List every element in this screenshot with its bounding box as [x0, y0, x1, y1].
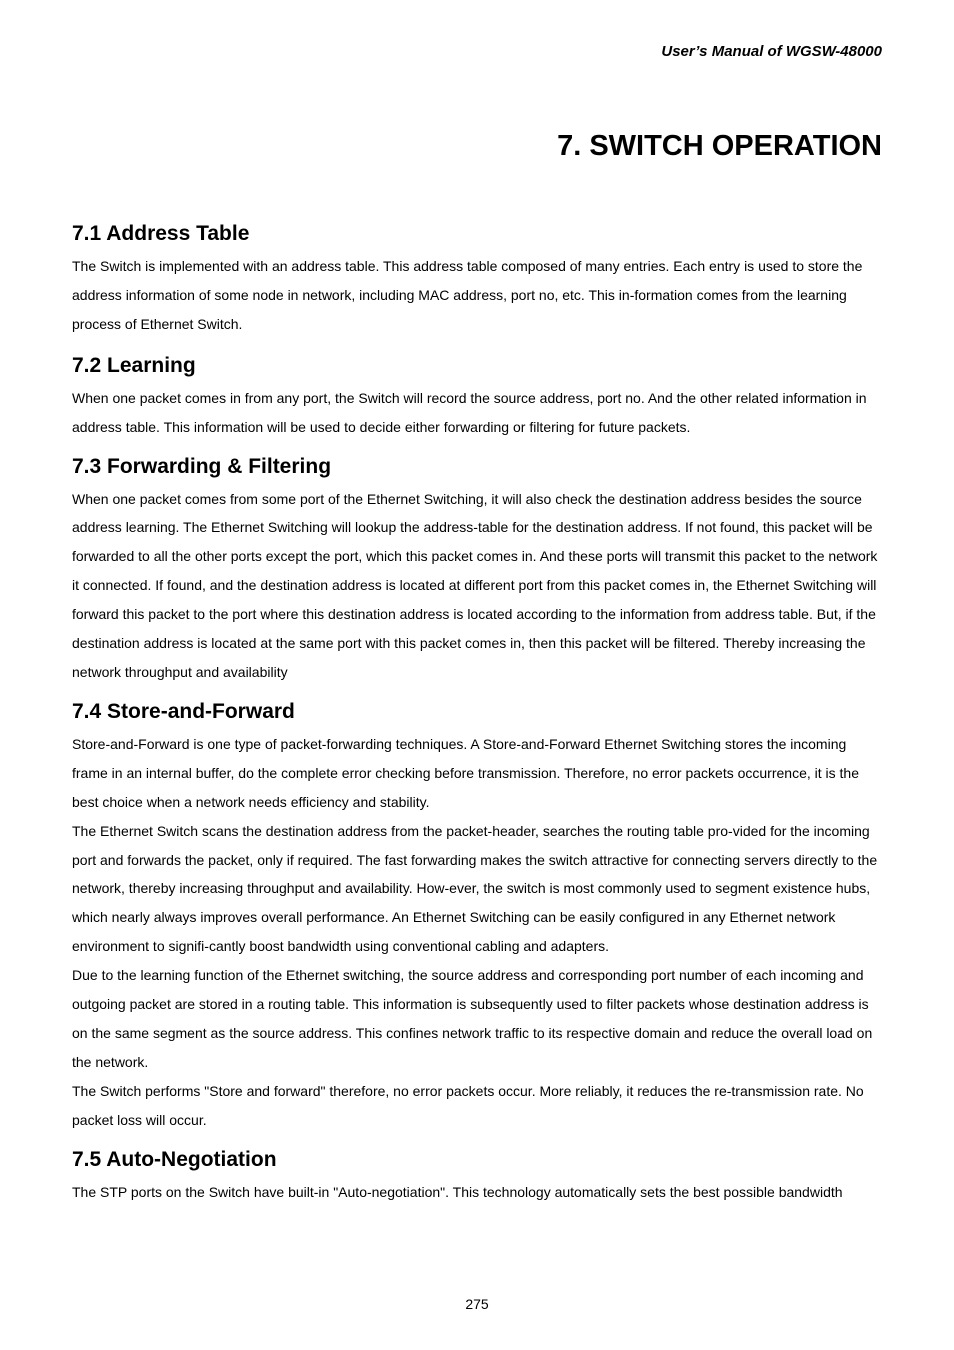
paragraph: When one packet comes in from any port, the Switch will record the source address, port no. And the other related information in address table. This information will be used to decide either forwarding or filtering for future packets.	[72, 389, 867, 435]
section-heading-store-and-forward: 7.4 Store-and-Forward	[72, 699, 295, 723]
page-number: 275	[465, 1296, 489, 1312]
section-learning	[72, 348, 884, 442]
paragraph: The Ethernet Switch scans the destination address from the packet-header, searches the routing table pro-vided for the incoming port and forwards the packet, only if required. The fast forwarding makes the switch attractive for connecting servers directly to the network, thereby increasing throughput and availability. How-ever, the switch is most commonly used to segment existence hubs, which nearly always improves overall performance. An Ethernet Switching can be easily configured in any Ethernet network environment to signifi-cantly boost bandwidth using conventional cabling and adapters.	[72, 822, 878, 955]
section-body-address-table	[72, 252, 884, 339]
section-body-forwarding-filtering	[72, 485, 884, 687]
section-heading-auto-negotiation: 7.5 Auto-Negotiation	[72, 1147, 277, 1171]
paragraph: When one packet comes from some port of the Ethernet Switching, it will also check the destination address besides the source address learning. The Ethernet Switching will lookup the address-table for the destination address. If not found, this packet will be forwarded to all the other ports except the port, which this packet comes in. And these ports will transmit this packet to the network it connected. If found, and the destination address is located at different port from this packet comes in, the Ethernet Switching will forward this packet to the port where this destination address is located according to the information from address table. But, if the destination address is located at the same port with this packet comes in, then this packet will be filtered. Thereby increasing the network throughput and availability	[72, 490, 878, 680]
section-heading-learning: 7.2 Learning	[72, 353, 196, 377]
section-forwarding-filtering	[72, 449, 884, 687]
paragraph: Due to the learning function of the Ethernet switching, the source address and corresponding port number of each incoming and outgoing packet are stored in a routing table. This information is subsequently used to filter packets whose destination address is on the same segment as the source address. This confines network traffic to its respective domain and reduce the overall load on the network.	[72, 967, 873, 1070]
chapter-title: 7. SWITCH OPERATION	[557, 130, 882, 162]
paragraph: Store-and-Forward is one type of packet-forwarding techniques. A Store-and-Forward Ethernet Switching stores the incoming frame in an internal buffer, do the complete error checking before transmission. Therefore, no error packets occurrence, it is the best choice when a network needs efficiency and stability.	[72, 735, 859, 810]
section-body-store-and-forward	[72, 730, 884, 1135]
section-auto-negotiation	[72, 1142, 884, 1207]
page-content	[72, 216, 884, 1213]
section-heading-address-table: 7.1 Address Table	[72, 222, 250, 245]
section-store-and-forward	[72, 694, 884, 1135]
paragraph: The Switch performs "Store and forward" therefore, no error packets occur. More reliably, it reduces the re-transmission rate. No packet loss will occur.	[72, 1082, 864, 1128]
paragraph: The STP ports on the Switch have built-in "Auto-negotiation". This technology automatically sets the best possible bandwidth	[72, 1183, 843, 1200]
section-address-table	[72, 216, 884, 339]
section-heading-forwarding-filtering: 7.3 Forwarding & Filtering	[72, 454, 332, 478]
paragraph: The Switch is implemented with an address table. This address table composed of many entries. Each entry is used to store the address information of some node in network, including MAC address, port no, etc. This in-formation comes from the learning process of Ethernet Switch.	[72, 258, 863, 332]
section-body-auto-negotiation	[72, 1178, 884, 1207]
section-body-learning	[72, 384, 884, 442]
manual-header: User’s Manual of WGSW-48000	[661, 43, 882, 60]
